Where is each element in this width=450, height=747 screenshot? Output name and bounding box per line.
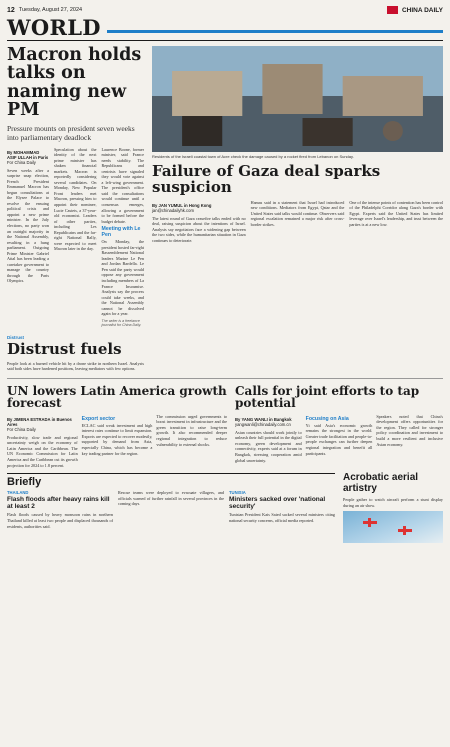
masthead <box>387 6 443 14</box>
issue-date: Tuesday, August 27, 2024 <box>18 7 83 13</box>
section-rule <box>107 30 443 33</box>
distrust-headline[interactable]: Distrust fuels <box>7 339 122 358</box>
gaza-article <box>152 46 443 327</box>
acrobatic-text: People gather to watch aircraft perform a stunt display during an air show. <box>343 497 443 508</box>
brief-headline[interactable]: Ministers sacked over 'national security' <box>229 496 326 511</box>
latam-byline: By JIMENA ESTRADA in Buenos Aires For China Daily <box>7 416 72 432</box>
macron-body-col2: Speculation about the identity of the next prime minister has shaken financial markets. Macron is reportedly considering several candidates. On Monday, New Popular Front leaders met Macron, pressing him to appoint their nominee, Lucie Castets, a 37-year-old economist. Leaders of other parties, including Les Republicains and the far-right National Rally, were expected to meet Macron later in the day. <box>54 146 97 252</box>
macron-article <box>7 46 144 327</box>
brief-text: Tunisian President Kais Saied sacked several ministers citing national security concerns, official media reported. <box>229 512 335 523</box>
brief-item <box>118 490 224 529</box>
asia-body-col1: Asian countries should work jointly to unleash their full potential in the digital economy, green development and connectivity, experts said at a forum in Bangkok, stressing cooperation amid global uncertainty. <box>235 429 302 463</box>
asia-byline: By YANG WANLI in Bangkok yangwanli@chinadaily.com.cn <box>235 416 292 427</box>
macron-deck: Pressure mounts on president seven weeks into parliamentary deadlock <box>7 123 135 142</box>
macron-byline: By MOHAMMAD ASIF ULLAH in Paris For China Daily <box>7 149 49 165</box>
gaza-body-col3: One of the intense points of contention has been control of the Philadelphi Corridor along Gaza's border with Egypt. Experts said the United States has limited leverage over Israel's leadership, and trust between the parties is at a new low. <box>349 199 444 227</box>
plane-icon <box>398 529 412 532</box>
page-header <box>7 5 443 15</box>
asia-body-col2: Yi said Asia's economic growth remains the strongest in the world. Greater trade facilitation and people-to-people exchanges can further deepen regional integration and benefit all participants. <box>305 422 373 456</box>
section-header <box>7 17 443 41</box>
brief-place: THAILAND <box>7 490 29 496</box>
acrobatic-title[interactable]: Acrobatic aerial artistry <box>343 472 419 494</box>
briefly-section <box>7 473 335 543</box>
latam-article <box>7 385 227 468</box>
gaza-byline: By JAN YUMUL in Hong Kong jan@chinadailyhk.com <box>152 202 212 213</box>
macron-credit: The writer is a freelance journalist for China Daily. <box>101 318 142 327</box>
masthead-text: CHINA DAILY <box>401 6 443 14</box>
macron-body-col1: Seven weeks after a surprise snap election, French President Emmanuel Macron has begun consultations at the Elysee Palace to resolve the ensuing political crisis and appoint a new prime minister. In the July elections, no party won an outright majority in the National Assembly, resulting in a hung parliament. Outgoing Prime Minister Gabriel Attal has been leading a caretaker government to manage the country through the Paris Olympics. <box>7 167 49 284</box>
distrust-box <box>7 332 144 372</box>
acrobatic-photo <box>343 511 443 543</box>
page-number: 12 <box>7 6 15 14</box>
macron-headline[interactable]: Macron holds talks on naming new PM <box>7 45 142 121</box>
latam-headline[interactable]: UN lowers Latin America growth forecast <box>7 383 227 411</box>
brief-text: Rescue teams were deployed to evacuate villagers, and officials warned of further rainfall in several provinces in the coming days. <box>118 490 224 507</box>
masthead-logo <box>387 6 398 14</box>
asia-headline[interactable]: Calls for joint efforts to tap potential <box>235 383 420 411</box>
distrust-text: People look at a burned vehicle hit by a drone strike in northern Israel. Analysts said both sides have hardened positions, leaving mediators with few options. <box>7 360 144 372</box>
acrobatic-feature <box>343 473 443 543</box>
macron-body-col3: Laurence Boone, former minister, said France needs stability. The Republicans and centrists have signaled they would vote against a left-wing government. The president's office said the consultations would continue until a consensus emerges, allowing a government to be formed before the budget debate. <box>101 146 144 224</box>
latam-body-col1: Productivity, slow trade and regional uncertainty weigh on the economy of Latin America and the Caribbean. The UN Economic Commission for Latin America and the Caribbean cut its growth projection for 2024 to 1.8 percent. <box>7 434 78 468</box>
latam-subhead: Export sector <box>81 415 116 422</box>
asia-subhead: Focusing on Asia <box>305 415 349 422</box>
briefly-title: Briefly <box>7 473 335 488</box>
brief-headline[interactable]: Flash floods after heavy rains kill at least 2 <box>7 496 110 511</box>
latam-body-col3: The commission urged governments to boost investment in infrastructure and the green transition to raise long-term growth. It also recommended deeper regional integration to reduce vulnerability to external shocks. <box>156 413 228 447</box>
macron-subhead: Meeting with Le Pen <box>101 226 141 239</box>
gaza-body-col2: Hamas said in a statement that Israel had introduced new conditions. Mediators from Egypt, Qatar and the United States said talks would continue. Observers said regional escalation remained a major risk after cross-border strikes. <box>250 199 345 227</box>
brief-item <box>7 490 113 529</box>
brief-item <box>229 490 335 529</box>
gaza-headline[interactable]: Failure of Gaza deal sparks suspicion <box>152 162 381 196</box>
section-title: WORLD <box>7 15 101 40</box>
gaza-body-col1: The latest round of Gaza ceasefire talks ended with no deal, raising suspicion about the intentions of Israel. Analysts say negotiators face a widening gap between the two sides, while the humanitarian situation in Gaza continues to deteriorate. <box>152 215 246 243</box>
section-divider <box>7 378 443 379</box>
distrust-label: Distrust <box>7 334 25 340</box>
asia-body-col3: Speakers noted that China's development offers opportunities for the region. They called for stronger policy coordination and investment to build a more resilient and inclusive Asian economy. <box>376 413 444 447</box>
plane-icon <box>363 521 377 524</box>
gaza-caption: Residents of the Israeli coastal town of Acre check the damage caused by a rocket fired from Lebanon on Sunday. <box>152 154 354 159</box>
brief-text: Flash floods caused by heavy monsoon rains in northern Thailand killed at least two people and displaced thousands of residents, authorities said. <box>7 512 113 529</box>
macron-body-col4: On Monday, the president hosted far-right Rassemblement National leaders Marine Le Pen and Jordan Bardella. Le Pen said the party would oppose any government including members of La France Insoumise. Analysts say the process could take weeks, and the National Assembly cannot be dissolved again for a year. <box>101 239 144 317</box>
latam-body-col2: ECLAC said weak investment and high interest rates continue to limit expansion. Exports are expected to recover modestly, supported by demand from Asia, especially China, which has become a key trading partner for the region. <box>81 422 153 456</box>
gaza-photo <box>152 46 443 152</box>
brief-place: TUNISIA <box>229 490 246 496</box>
asia-article <box>235 385 443 468</box>
